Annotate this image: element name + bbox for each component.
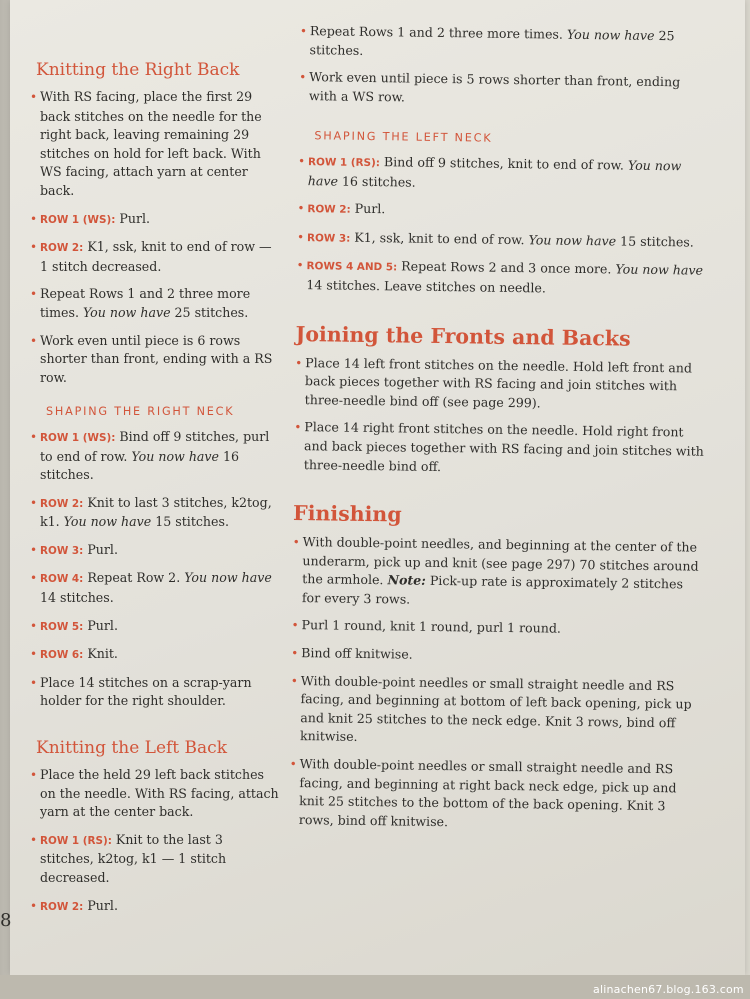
left-column <box>30 58 280 925</box>
list-item: • ROW 2: Knit to last 3 stitches, k2tog, k1. You now have 15 stitches. <box>30 494 280 532</box>
list-item: • Place the held 29 left back stitches on the needle. With RS facing, attach yarn at the center back. <box>30 766 280 822</box>
list-item: • Repeat Rows 1 and 2 three more times. You now have 25 stitches. <box>30 285 280 322</box>
list-item: • ROW 4: Repeat Row 2. You now have 14 stitches. <box>30 569 280 607</box>
list-item: • ROW 5: Purl. <box>30 617 280 637</box>
page-number: 8 <box>0 910 12 931</box>
list-item: • ROW 3: K1, ssk, knit to end of row. You now have 15 stitches. <box>297 228 707 253</box>
list-item: • ROW 3: Purl. <box>30 541 280 561</box>
instruction-list <box>296 152 708 300</box>
list-item: • Work even until piece is 6 rows shorter than front, ending with a RS row. <box>30 332 280 388</box>
list-item: • Place 14 right front stitches on the needle. Hold right front and back pieces together with RS facing and join stitches with three-needle bind off. <box>294 418 705 480</box>
list-item: • Place 14 left front stitches on the needle. Hold left front and back pieces together with RS facing and join stitches with three-needle bind off (see page 299). <box>295 353 706 415</box>
list-item: • Repeat Rows 1 and 2 three more times. You now have 25 stitches. <box>299 22 709 65</box>
instruction-list <box>30 766 280 916</box>
list-item: • Place 14 stitches on a scrap-yarn holder for the right shoulder. <box>30 674 280 711</box>
watermark: alinachen67.blog.163.com <box>593 983 744 996</box>
list-item: • ROW 1 (WS): Purl. <box>30 210 280 230</box>
list-item: • ROW 2: K1, ssk, knit to end of row — 1 stitch decreased. <box>30 238 280 276</box>
right-column <box>289 22 710 844</box>
list-item: • ROW 1 (RS): Knit to the last 3 stitches, k2tog, k1 — 1 stitch decreased. <box>30 831 280 888</box>
section-heading: Knitting the Right Back <box>36 60 240 80</box>
list-item: • Work even until piece is 5 rows shorter than front, ending with a WS row. <box>299 68 709 111</box>
list-item: • With double-point needles or small straight needle and RS facing, and beginning at bottom of left back opening, pick up and knit 25 stitches to the neck edge. Knit 3 rows, bind off knitwise. <box>290 672 701 752</box>
subsection-heading: SHAPING THE LEFT NECK <box>314 129 493 146</box>
list-item: • ROW 1 (WS): Bind off 9 stitches, purl to end of row. You now have 16 stitches. <box>30 428 280 485</box>
section-heading: Joining the Fronts and Backs <box>295 321 631 351</box>
instruction-list <box>299 22 710 111</box>
instruction-list <box>289 533 703 835</box>
list-item: • Purl 1 round, knit 1 round, purl 1 round. <box>291 616 701 640</box>
list-item: • ROW 2: Purl. <box>30 897 280 917</box>
list-item: • With double-point needles, and beginning at the center of the underarm, pick up and knit (see page 297) 70 stitches around the armhole. Note: Pick-up rate is approximately 2 stitches for every 3 rows. <box>292 533 703 613</box>
subsection-heading: SHAPING THE RIGHT NECK <box>46 405 235 419</box>
list-item: • Bind off knitwise. <box>291 644 701 668</box>
list-item: • With double-point needles or small straight needle and RS facing, and beginning at right back neck edge, pick up and knit 25 stitches to the bottom of the back opening. Knit 3 rows, bind off knitwise. <box>289 755 700 835</box>
list-item: • ROW 6: Knit. <box>30 645 280 665</box>
list-item: • ROW 2: Purl. <box>297 199 707 224</box>
list-item: • With RS facing, place the first 29 back stitches on the needle for the right back, leaving remaining 29 stitches on hold for left back. With WS facing, attach yarn at center back. <box>30 88 280 201</box>
section-heading: Finishing <box>292 501 402 527</box>
instruction-list <box>30 88 280 387</box>
section-heading: Knitting the Left Back <box>36 738 227 759</box>
list-item: • ROW 1 (RS): Bind off 9 stitches, knit to end of row. You now have 16 stitches. <box>298 152 708 196</box>
list-item: • ROWS 4 AND 5: Repeat Rows 2 and 3 once more. You now have 14 stitches. Leave stitches on needle. <box>296 256 706 300</box>
instruction-list <box>30 428 280 711</box>
instruction-list <box>294 353 706 479</box>
